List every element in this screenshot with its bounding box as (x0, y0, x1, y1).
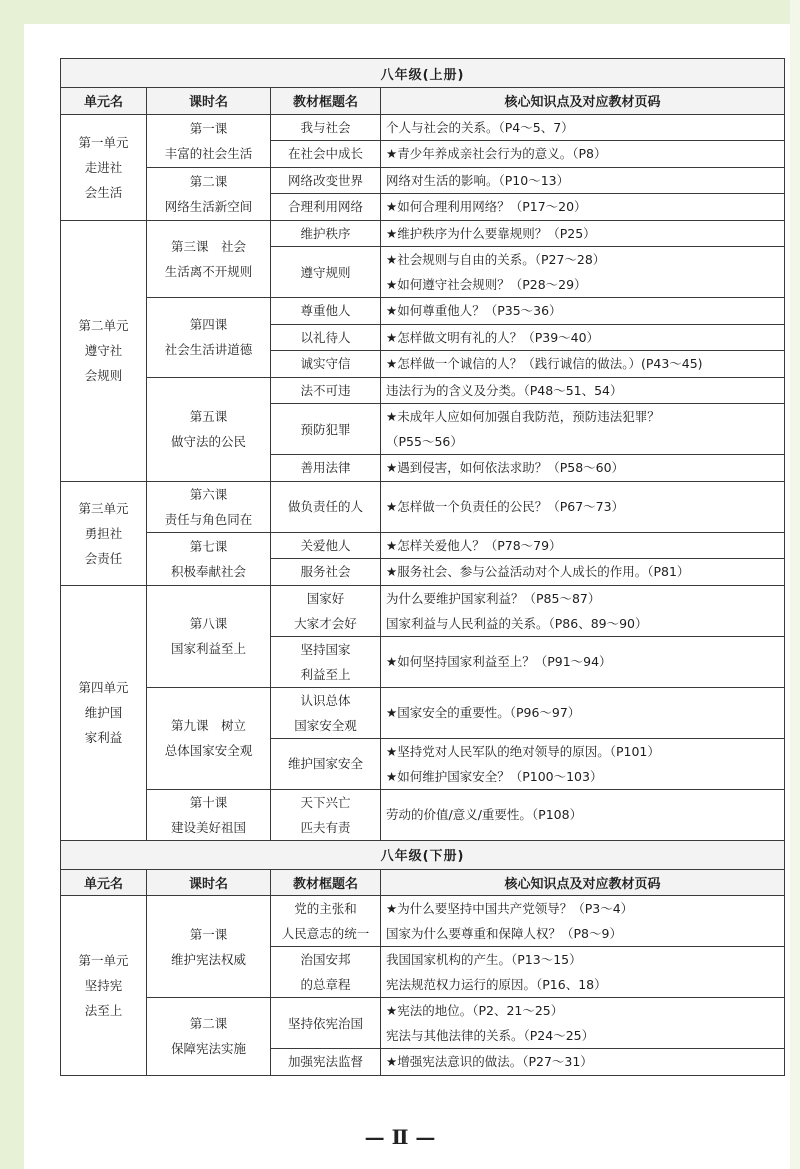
unit-cell (61, 114, 147, 220)
frame-name (271, 687, 381, 738)
frame-name (271, 789, 381, 840)
frame-text: 治国安邦 的总章程 (300, 952, 351, 992)
lesson-name: 第八课 国家利益至上 (170, 616, 246, 656)
frame-name: 坚持依宪治国 (271, 998, 381, 1049)
header-unit: 单元名 (61, 869, 147, 896)
section-title-row (61, 59, 785, 88)
unit-name: 第二单元 遵守社 会规则 (78, 318, 129, 383)
lesson-name: 第十课 建设美好祖国 (170, 794, 246, 835)
unit-name: 第三单元 勇担社 会责任 (78, 500, 129, 566)
frame-name (271, 947, 381, 998)
table-row (61, 220, 785, 247)
lesson-cell (147, 481, 271, 532)
table-row (61, 896, 785, 947)
knowledge-point: ★怎样做一个诚信的人？（践行诚信的做法。）(P43～45) (381, 351, 785, 378)
frame-name: 法不可违 (271, 377, 381, 404)
knowledge-point: 个人与社会的关系。（P4～5、7） (381, 114, 785, 141)
frame-name: 服务社会 (271, 559, 381, 586)
scan-edge-top (0, 0, 800, 24)
knowledge-point: ★怎样做一个负责任的公民？（P67～73） (381, 481, 785, 532)
frame-text: 天下兴亡 匹夫有责 (300, 794, 351, 835)
knowledge-point (381, 998, 785, 1049)
frame-name (271, 585, 381, 636)
header-row (61, 88, 785, 115)
page-number: — Ⅱ — (364, 1125, 436, 1149)
table-row (61, 167, 785, 194)
knowledge-point: ★遇到侵害，如何依法求助？（P58～60） (381, 455, 785, 482)
frame-text: 坚持国家 利益至上 (300, 641, 351, 682)
lesson-name: 第九课 树立 总体国家安全观 (164, 718, 253, 758)
frame-text: 认识总体 国家安全观 (294, 692, 357, 733)
scan-edge-right (790, 0, 800, 1169)
header-lesson: 课时名 (147, 869, 271, 896)
frame-name (271, 636, 381, 687)
table-row (61, 114, 785, 141)
knowledge-point: ★国家安全的重要性。（P96～97） (381, 687, 785, 738)
frame-name: 加强宪法监督 (271, 1049, 381, 1076)
section-title-lower: 八年级(下册) (61, 840, 785, 869)
unit-name: 第一单元 走进社 会生活 (78, 134, 129, 200)
table-row (61, 687, 785, 738)
lesson-cell (147, 220, 271, 298)
lesson-cell (147, 532, 271, 585)
lesson-cell (147, 298, 271, 378)
table-row (61, 998, 785, 1049)
scan-edge-left (0, 0, 24, 1169)
knowledge-point: 劳动的价值/意义/重要性。（P108） (381, 789, 785, 840)
lesson-name: 第七课 积极奉献社会 (170, 538, 246, 579)
unit-cell (61, 220, 147, 481)
frame-name: 合理利用网络 (271, 194, 381, 221)
frame-text: 党的主张和 人民意志的统一 (281, 901, 370, 941)
frame-name: 维护国家安全 (271, 738, 381, 789)
table-row (61, 298, 785, 325)
knowledge-point (381, 585, 785, 636)
knowledge-text: ★社会规则与自由的关系。（P27～28） ★如何遵守社会规则？（P28～29） (386, 252, 606, 292)
knowledge-point: ★如何合理利用网络？（P17～20） (381, 194, 785, 221)
lesson-cell (147, 114, 271, 167)
unit-name: 第一单元 坚持宪 法至上 (78, 952, 129, 1018)
lesson-cell (147, 167, 271, 220)
header-row (61, 869, 785, 896)
frame-name: 我与社会 (271, 114, 381, 141)
section-title-row (61, 840, 785, 869)
lesson-name: 第四课 社会生活讲道德 (164, 317, 253, 358)
lesson-name: 第一课 丰富的社会生活 (164, 120, 253, 161)
knowledge-text: ★宪法的地位。（P2、21～25） 宪法与其他法律的关系。（P24～25） (386, 1003, 595, 1043)
knowledge-point (381, 404, 785, 455)
frame-name: 预防犯罪 (271, 404, 381, 455)
frame-text: 国家好 大家才会好 (294, 590, 357, 631)
unit-name: 第四单元 维护国 家利益 (78, 680, 129, 745)
knowledge-point: ★服务社会、参与公益活动对个人成长的作用。（P81） (381, 559, 785, 586)
knowledge-point: ★如何尊重他人？（P35～36） (381, 298, 785, 325)
unit-cell (61, 585, 147, 840)
unit-cell (61, 481, 147, 585)
knowledge-text: 为什么要维护国家利益？（P85～87） 国家利益与人民利益的关系。（P86、89～90） (386, 590, 648, 631)
frame-name: 维护秩序 (271, 220, 381, 247)
lesson-name: 第二课 网络生活新空间 (164, 173, 253, 214)
frame-name: 遵守规则 (271, 247, 381, 298)
unit-cell (61, 896, 147, 1076)
frame-name: 关爱他人 (271, 532, 381, 559)
knowledge-text: ★坚持党对人民军队的绝对领导的原因。（P101） ★如何维护国家安全？（P100～103） (386, 743, 660, 784)
frame-name: 诚实守信 (271, 351, 381, 378)
table-row (61, 481, 785, 532)
knowledge-point: ★青少年养成亲社会行为的意义。（P8） (381, 141, 785, 168)
knowledge-text: ★为什么要坚持中国共产党领导？（P3～4） 国家为什么要尊重和保障人权？（P8～9） (386, 901, 634, 941)
knowledge-point (381, 738, 785, 789)
header-lesson: 课时名 (147, 88, 271, 115)
frame-name: 网络改变世界 (271, 167, 381, 194)
knowledge-point: ★增强宪法意识的做法。（P27～31） (381, 1049, 785, 1076)
header-knowledge: 核心知识点及对应教材页码 (381, 869, 785, 896)
table-row (61, 532, 785, 559)
knowledge-point: ★维护秩序为什么要靠规则？（P25） (381, 220, 785, 247)
lesson-cell (147, 998, 271, 1076)
knowledge-text: ★未成年人应如何加强自我防范，预防违法犯罪？ （P55～56） (386, 409, 660, 449)
lesson-cell (147, 896, 271, 998)
lesson-name: 第一课 维护宪法权威 (170, 926, 246, 967)
knowledge-point: ★如何坚持国家利益至上？（P91～94） (381, 636, 785, 687)
lesson-cell (147, 789, 271, 840)
frame-name: 在社会中成长 (271, 141, 381, 168)
table-row (61, 585, 785, 636)
lesson-name: 第三课 社会 生活离不开规则 (164, 238, 253, 279)
knowledge-point: 违法行为的含义及分类。（P48～51、54） (381, 377, 785, 404)
lesson-cell (147, 687, 271, 789)
lesson-name: 第五课 做守法的公民 (170, 409, 246, 449)
header-frame: 教材框题名 (271, 869, 381, 896)
table-row (61, 789, 785, 840)
knowledge-text: 我国国家机构的产生。（P13～15） 宪法规范权力运行的原因。（P16、18） (386, 952, 607, 992)
knowledge-point (381, 247, 785, 298)
knowledge-point: ★怎样关爱他人？（P78～79） (381, 532, 785, 559)
header-knowledge: 核心知识点及对应教材页码 (381, 88, 785, 115)
frame-name (271, 896, 381, 947)
lesson-cell (147, 585, 271, 687)
table-row (61, 377, 785, 404)
lesson-cell (147, 377, 271, 481)
knowledge-point: 网络对生活的影响。（P10～13） (381, 167, 785, 194)
knowledge-table (60, 58, 785, 1076)
frame-name: 善用法律 (271, 455, 381, 482)
frame-name: 尊重他人 (271, 298, 381, 325)
frame-name: 以礼待人 (271, 324, 381, 351)
section-title-upper: 八年级(上册) (61, 59, 785, 88)
knowledge-point (381, 947, 785, 998)
knowledge-point (381, 896, 785, 947)
lesson-name: 第二课 保障宪法实施 (170, 1016, 246, 1057)
header-frame: 教材框题名 (271, 88, 381, 115)
header-unit: 单元名 (61, 88, 147, 115)
lesson-name: 第六课 责任与角色同在 (164, 486, 253, 527)
frame-name: 做负责任的人 (271, 481, 381, 532)
knowledge-point: ★怎样做文明有礼的人？（P39～40） (381, 324, 785, 351)
